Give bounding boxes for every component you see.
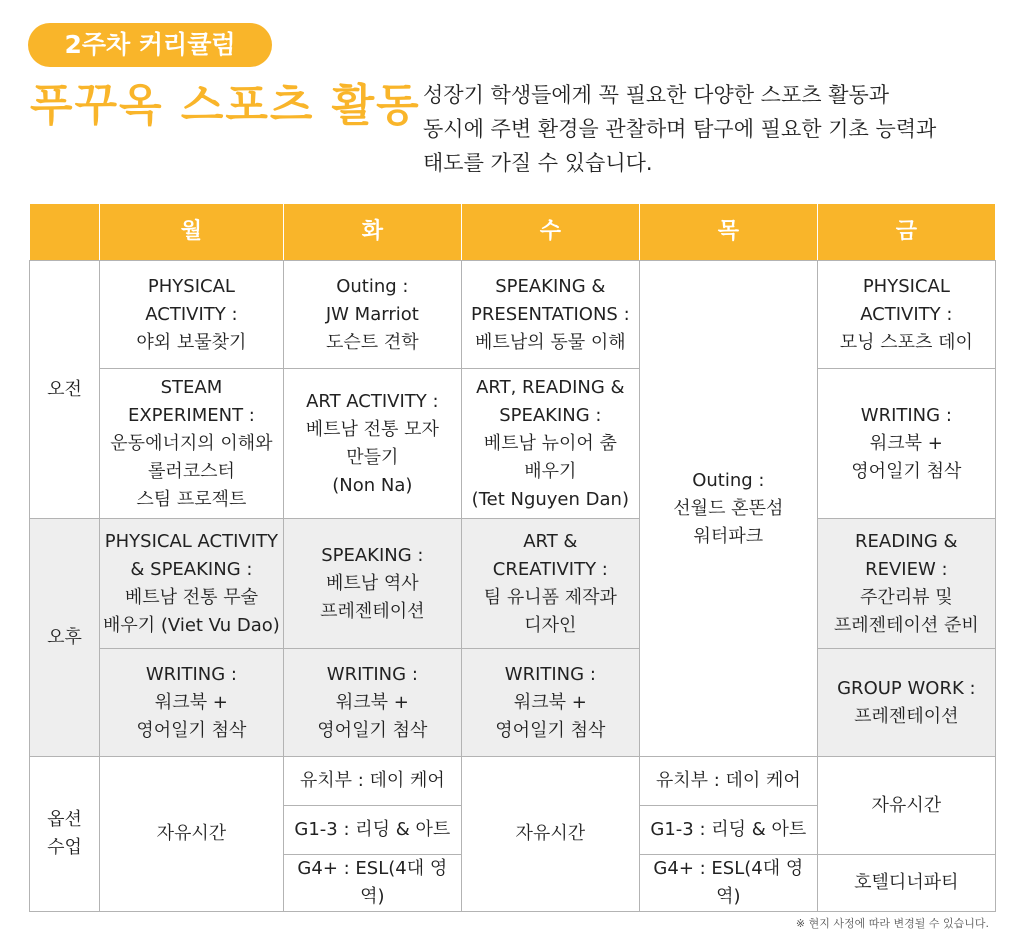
cell-fri-pm2 (817, 649, 995, 757)
cell-line: 배우기 (524, 460, 577, 482)
cell-mon-pm1 (100, 519, 284, 649)
cell-line: ACTIVITY : (860, 303, 953, 325)
cell-line: 베트남의 동물 이해 (475, 331, 626, 353)
cell-line: PRESENTATIONS : (470, 303, 630, 325)
cell-line: CREATIVITY : (492, 558, 608, 580)
cell-line: Outing : (692, 469, 765, 491)
cell-fri-pm1 (817, 519, 995, 649)
header-day-mon: 월 (100, 204, 284, 261)
cell-line: 배우기 (Viet Vu Dao) (103, 614, 280, 636)
morning-row-2 (30, 369, 996, 519)
cell-line: 영어일기 첨삭 (851, 460, 962, 482)
cell-tue-am2 (283, 369, 461, 519)
period-label-morning: 오전 (30, 261, 100, 519)
cell-line: 베트남 뉴이어 춤 (483, 432, 617, 454)
cell-line: 워크북 + (513, 691, 587, 713)
cell-line: Outing : (336, 275, 409, 297)
cell-mon-pm2 (100, 649, 284, 757)
cell-line: ART ACTIVITY : (306, 390, 439, 412)
cell-fri-am2 (817, 369, 995, 519)
cell-line: 수업 (47, 837, 82, 858)
cell-fri-free-time: 자유시간 (817, 757, 995, 855)
cell-mon-am2 (100, 369, 284, 519)
cell-line: SPEAKING & (495, 275, 606, 297)
cell-line: 팀 유니폼 제작과 (483, 586, 617, 608)
footnote: ※ 현지 사정에 따라 변경될 수 있습니다. (795, 917, 989, 930)
morning-row-1 (30, 261, 996, 369)
cell-tue-daycare: 유치부 : 데이 케어 (283, 757, 461, 806)
cell-line: SPEAKING : (321, 544, 424, 566)
cell-fri-hotel-dinner: 호텔디너파티 (817, 855, 995, 912)
intro-text (423, 78, 993, 180)
cell-line: WRITING : (860, 404, 952, 426)
week-badge: 2주차 커리큘럼 (28, 23, 272, 67)
cell-line: 롤러코스터 (147, 460, 235, 482)
afternoon-row-1 (30, 519, 996, 649)
cell-tue-esl: G4+ : ESL(4대 영역) (283, 855, 461, 912)
cell-line: 프레젠테이션 (854, 705, 959, 727)
cell-line: READING & (855, 530, 958, 552)
cell-thu-daycare: 유치부 : 데이 케어 (639, 757, 817, 806)
cell-fri-am1 (817, 261, 995, 369)
cell-line: 베트남 역사 (325, 572, 419, 594)
cell-line: EXPERIMENT : (127, 404, 255, 426)
cell-line: (Tet Nguyen Dan) (471, 488, 629, 510)
cell-wed-free-time: 자유시간 (461, 757, 639, 912)
cell-line: WRITING : (504, 663, 596, 685)
cell-line: 베트남 전통 모자 (305, 418, 439, 440)
cell-line: ART, READING & (476, 376, 625, 398)
cell-line: & SPEAKING : (130, 558, 253, 580)
cell-line: 워터파크 (693, 525, 764, 547)
cell-line: 모닝 스포츠 데이 (839, 331, 973, 353)
cell-line: 영어일기 첨삭 (317, 719, 428, 741)
cell-line: 워크북 + (869, 432, 943, 454)
cell-line: 스팀 프로젝트 (136, 488, 247, 510)
cell-line: PHYSICAL (862, 275, 950, 297)
header-day-wed: 수 (461, 204, 639, 261)
cell-mon-free-time: 자유시간 (100, 757, 284, 912)
cell-line: 프레젠테이션 준비 (833, 614, 979, 636)
intro-line: 동시에 주변 환경을 관찰하며 탐구에 필요한 기초 능력과 (423, 117, 937, 141)
cell-tue-pm2 (283, 649, 461, 757)
cell-wed-pm1 (461, 519, 639, 649)
cell-line: 옵션 (47, 809, 82, 830)
cell-line: 야외 보물찾기 (136, 331, 247, 353)
period-label-afternoon: 오후 (30, 519, 100, 757)
cell-line: (Non Na) (332, 474, 413, 496)
cell-line: REVIEW : (865, 558, 948, 580)
option-row-1 (30, 757, 996, 806)
page-title: 푸꾸옥 스포츠 활동 (30, 80, 421, 131)
cell-line: ART & (523, 530, 578, 552)
cell-line: GROUP WORK : (837, 677, 976, 699)
header-row (30, 204, 996, 261)
cell-line: WRITING : (326, 663, 418, 685)
cell-line: 만들기 (346, 446, 399, 468)
cell-thu-esl: G4+ : ESL(4대 영역) (639, 855, 817, 912)
period-label-option (30, 757, 100, 912)
cell-line: 워크북 + (335, 691, 409, 713)
cell-line: STEAM (160, 376, 223, 398)
cell-line: SPEAKING : (499, 404, 602, 426)
cell-line: JW Marriot (325, 303, 419, 325)
cell-tue-am1 (283, 261, 461, 369)
cell-line: 베트남 전통 무술 (124, 586, 258, 608)
cell-wed-am1 (461, 261, 639, 369)
cell-line: 영어일기 첨삭 (495, 719, 606, 741)
cell-tue-pm1 (283, 519, 461, 649)
curriculum-table (29, 203, 996, 912)
cell-line: ACTIVITY : (145, 303, 238, 325)
cell-tue-reading-art: G1-3 : 리딩 & 아트 (283, 806, 461, 855)
header-day-thu: 목 (639, 204, 817, 261)
cell-line: 영어일기 첨삭 (136, 719, 247, 741)
cell-line: PHYSICAL ACTIVITY (104, 530, 279, 552)
header-day-fri: 금 (817, 204, 995, 261)
cell-line: WRITING : (145, 663, 237, 685)
header-day-tue: 화 (283, 204, 461, 261)
intro-line: 태도를 가질 수 있습니다. (423, 151, 653, 175)
cell-line: 프레젠테이션 (320, 600, 425, 622)
intro-line: 성장기 학생들에게 꼭 필요한 다양한 스포츠 활동과 (423, 83, 890, 107)
cell-wed-am2 (461, 369, 639, 519)
cell-line: 디자인 (524, 614, 577, 636)
cell-line: 주간리뷰 및 (859, 586, 953, 608)
cell-thu-outing (639, 261, 817, 757)
afternoon-row-2 (30, 649, 996, 757)
cell-line: 선월드 혼똔섬 (673, 497, 784, 519)
cell-thu-reading-art: G1-3 : 리딩 & 아트 (639, 806, 817, 855)
cell-line: PHYSICAL (147, 275, 235, 297)
cell-wed-pm2 (461, 649, 639, 757)
cell-line: 운동에너지의 이해와 (110, 432, 273, 454)
cell-mon-am1 (100, 261, 284, 369)
cell-line: 도슨트 견학 (325, 331, 419, 353)
header-corner (30, 204, 100, 261)
cell-line: 워크북 + (154, 691, 228, 713)
